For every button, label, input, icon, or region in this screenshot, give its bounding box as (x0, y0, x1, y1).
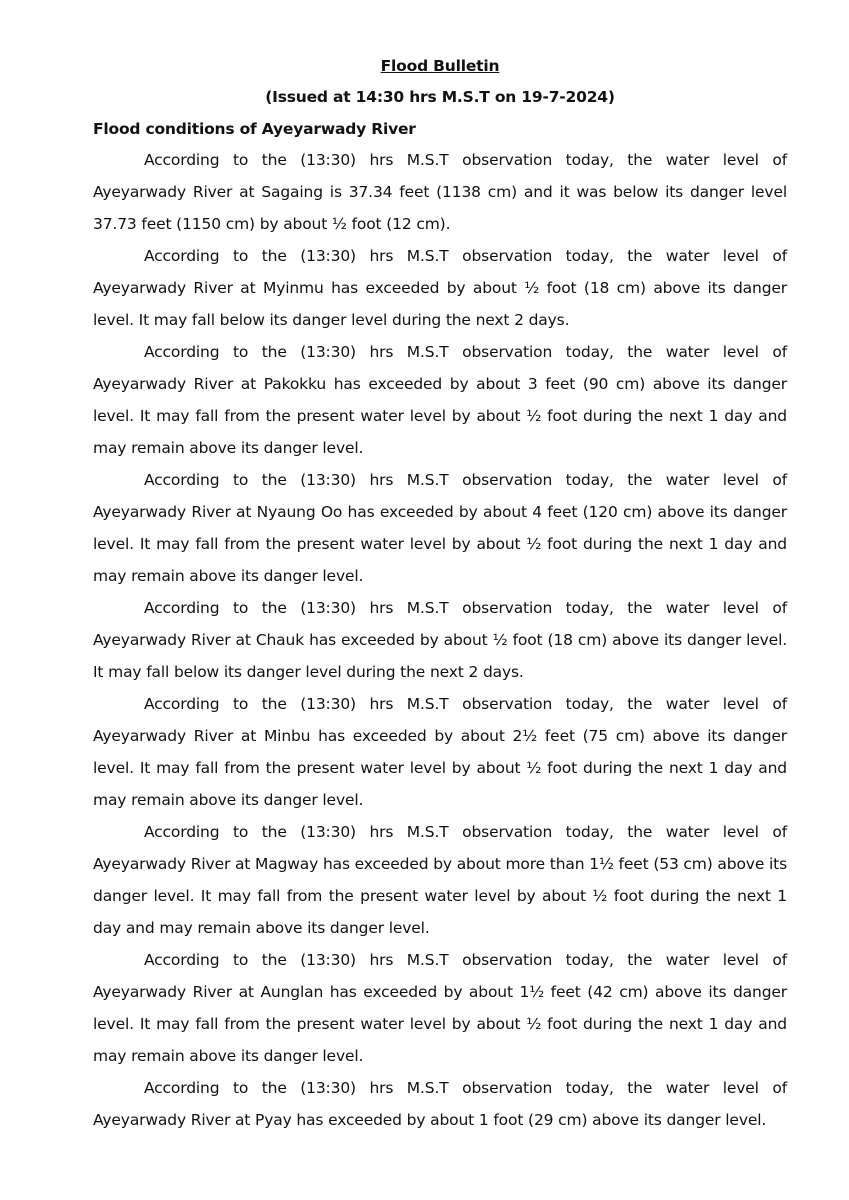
paragraph-sagaing: According to the (13:30) hrs M.S.T observation today, the water level of Ayeyarwady River at Sagaing is 37.34 feet (1138 cm) and it was below its danger level 37.73 feet (1150 cm) by about ½ foot (12 cm). (93, 151, 787, 233)
paragraph-magway: According to the (13:30) hrs M.S.T observation today, the water level of Ayeyarwady River at Magway has exceeded by about more than 1½ feet (53 cm) above its danger level. It may fall from the present water level by about ½ foot during the next 1 day and may remain above its danger level. (93, 823, 787, 937)
paragraph-pakokku: According to the (13:30) hrs M.S.T observation today, the water level of Ayeyarwady River at Pakokku has exceeded by about 3 feet (90 cm) above its danger level. It may fall from the present water level by about ½ foot during the next 1 day and may remain above its danger level. (93, 343, 787, 457)
section-heading: Flood conditions of Ayeyarwady River (93, 120, 416, 138)
paragraph-pyay: According to the (13:30) hrs M.S.T observation today, the water level of Ayeyarwady River at Pyay has exceeded by about 1 foot (29 cm) above its danger level. (93, 1079, 787, 1129)
paragraph-aunglan: According to the (13:30) hrs M.S.T observation today, the water level of Ayeyarwady River at Aunglan has exceeded by about 1½ feet (42 cm) above its danger level. It may fall from the present water level by about ½ foot during the next 1 day and may remain above its danger level. (93, 951, 787, 1065)
paragraph-myinmu: According to the (13:30) hrs M.S.T observation today, the water level of Ayeyarwady River at Myinmu has exceeded by about ½ foot (18 cm) above its danger level. It may fall below its danger level during the next 2 days. (93, 247, 787, 329)
paragraph-nyaung-oo: According to the (13:30) hrs M.S.T observation today, the water level of Ayeyarwady River at Nyaung Oo has exceeded by about 4 feet (120 cm) above its danger level. It may fall from the present water level by about ½ foot during the next 1 day and may remain above its danger level. (93, 471, 787, 585)
paragraph-chauk: According to the (13:30) hrs M.S.T observation today, the water level of Ayeyarwady River at Chauk has exceeded by about ½ foot (18 cm) above its danger level. It may fall below its danger level during the next 2 days. (93, 599, 787, 681)
paragraph-minbu: According to the (13:30) hrs M.S.T observation today, the water level of Ayeyarwady River at Minbu has exceeded by about 2½ feet (75 cm) above its danger level. It may fall from the present water level by about ½ foot during the next 1 day and may remain above its danger level. (93, 695, 787, 809)
bulletin-title: Flood Bulletin (380, 57, 500, 75)
issued-time: (Issued at 14:30 hrs M.S.T on 19-7-2024) (265, 88, 615, 106)
